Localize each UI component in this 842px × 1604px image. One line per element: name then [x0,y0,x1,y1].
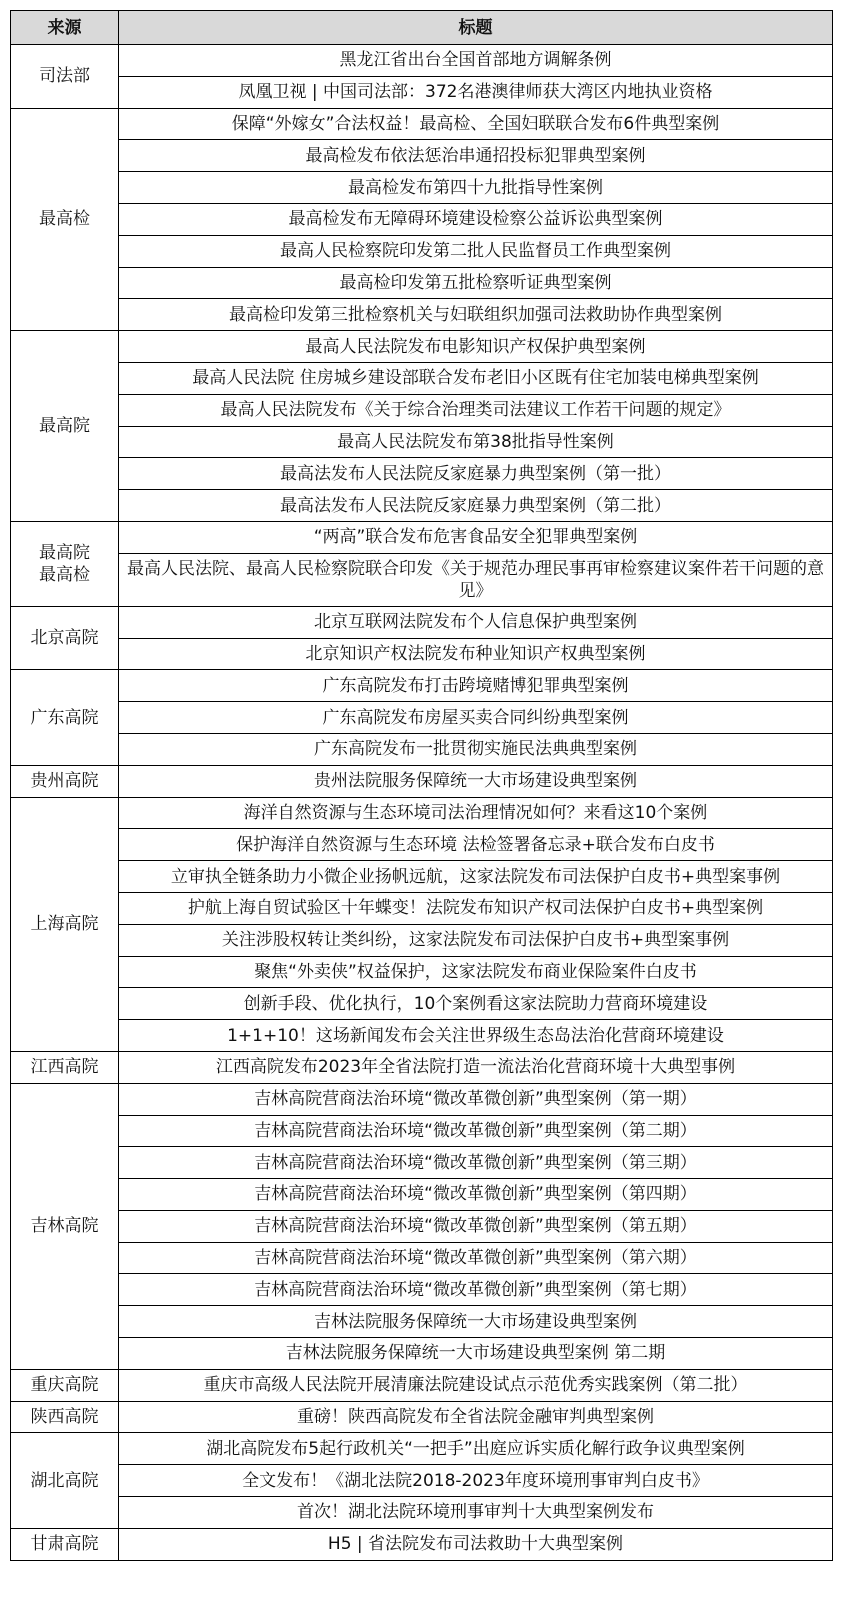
table-row [11,670,833,702]
title-cell: 最高检发布无障碍环境建设检察公益诉讼典型案例 [119,203,833,235]
title-cell: 聚焦“外卖侠”权益保护，这家法院发布商业保险案件白皮书 [119,956,833,988]
title-cell: 凤凰卫视 | 中国司法部：372名港澳律师获大湾区内地执业资格 [119,76,833,108]
table-row [11,606,833,638]
table-row [11,490,833,522]
source-label: 广东高院 [30,707,99,728]
table-row [11,702,833,734]
table-row [11,362,833,394]
title-cell: H5 | 省法院发布司法救助十大典型案例 [119,1528,833,1560]
source-cell [11,1083,119,1369]
source-cell [11,521,119,606]
source-cell [11,1528,119,1560]
title-cell: 重庆市高级人民法院开展清廉法院建设试点示范优秀实践案例（第二批） [119,1369,833,1401]
title-cell: 最高人民法院 住房城乡建设部联合发布老旧小区既有住宅加装电梯典型案例 [119,362,833,394]
title-cell: 黑龙江省出台全国首部地方调解条例 [119,45,833,77]
source-label: 甘肃高院 [30,1534,99,1555]
table-row [11,235,833,267]
title-cell: 吉林高院营商法治环境“微改革微创新”典型案例（第五期） [119,1210,833,1242]
title-cell: 重磅！陕西高院发布全省法院金融审判典型案例 [119,1401,833,1433]
title-cell: 北京互联网法院发布个人信息保护典型案例 [119,606,833,638]
source-label: 湖北高院 [30,1470,99,1491]
title-cell: 首次！湖北法院环境刑事审判十大典型案例发布 [119,1497,833,1529]
table-row [11,892,833,924]
table-row [11,267,833,299]
title-cell: 吉林高院营商法治环境“微改革微创新”典型案例（第一期） [119,1083,833,1115]
source-cell [11,108,119,331]
title-cell: 吉林高院营商法治环境“微改革微创新”典型案例（第二期） [119,1115,833,1147]
table-row [11,797,833,829]
table-row [11,733,833,765]
table-row [11,426,833,458]
source-cell [11,765,119,797]
title-cell: 全文发布！《湖北法院2018-2023年度环境刑事审判白皮书》 [119,1465,833,1497]
title-cell: 最高检发布第四十九批指导性案例 [119,172,833,204]
header-source: 来源 [11,11,119,45]
source-label: 最高院 [39,416,90,437]
title-cell: 关注涉股权转让类纠纷，这家法院发布司法保护白皮书+典型案事例 [119,924,833,956]
title-cell: 江西高院发布2023年全省法院打造一流法治化营商环境十大典型事例 [119,1051,833,1083]
table-row [11,299,833,331]
source-label: 贵州高院 [30,771,99,792]
source-label: 重庆高院 [30,1375,99,1396]
source-cell [11,331,119,522]
source-label: 最高院 [39,542,90,563]
title-cell: 广东高院发布打击跨境赌博犯罪典型案例 [119,670,833,702]
source-cell [11,1433,119,1528]
source-label: 上海高院 [30,914,99,935]
table-row [11,521,833,553]
table-row [11,394,833,426]
table-row [11,1433,833,1465]
title-cell: “两高”联合发布危害食品安全犯罪典型案例 [119,521,833,553]
source-label: 司法部 [39,66,90,87]
title-cell: 吉林高院营商法治环境“微改革微创新”典型案例（第七期） [119,1274,833,1306]
title-cell: 立审执全链条助力小微企业扬帆远航，这家法院发布司法保护白皮书+典型案事例 [119,861,833,893]
source-label: 北京高院 [30,628,99,649]
source-label: 最高检 [39,564,90,585]
title-cell: 最高检印发第三批检察机关与妇联组织加强司法救助协作典型案例 [119,299,833,331]
source-cell [11,45,119,109]
table-header-row [11,11,833,45]
title-cell: 广东高院发布一批贯彻实施民法典典型案例 [119,733,833,765]
title-cell: 最高人民法院、最高人民检察院联合印发《关于规范办理民事再审检察建议案件若干问题的意见》 [119,553,833,606]
table-row [11,1115,833,1147]
table-row [11,45,833,77]
table-row [11,203,833,235]
title-cell: 湖北高院发布5起行政机关“一把手”出庭应诉实质化解行政争议典型案例 [119,1433,833,1465]
table-row [11,1051,833,1083]
title-cell: 贵州法院服务保障统一大市场建设典型案例 [119,765,833,797]
table-row [11,1306,833,1338]
table-row [11,1274,833,1306]
table-row [11,458,833,490]
source-label: 陕西高院 [30,1407,99,1428]
table-row [11,1147,833,1179]
table-row [11,924,833,956]
source-cell [11,1051,119,1083]
title-cell: 海洋自然资源与生态环境司法治理情况如何？来看这10个案例 [119,797,833,829]
table-row [11,1528,833,1560]
title-cell: 北京知识产权法院发布种业知识产权典型案例 [119,638,833,670]
table-row [11,861,833,893]
table-row [11,1338,833,1370]
table-row [11,765,833,797]
table-row [11,553,833,606]
title-cell: 吉林高院营商法治环境“微改革微创新”典型案例（第四期） [119,1179,833,1211]
title-cell: 最高人民法院发布电影知识产权保护典型案例 [119,331,833,363]
source-cell [11,670,119,765]
title-cell: 吉林法院服务保障统一大市场建设典型案例 [119,1306,833,1338]
title-cell: 1+1+10！这场新闻发布会关注世界级生态岛法治化营商环境建设 [119,1020,833,1052]
table-row [11,1497,833,1529]
title-cell: 最高检印发第五批检察听证典型案例 [119,267,833,299]
title-cell: 保障“外嫁女”合法权益！最高检、全国妇联联合发布6件典型案例 [119,108,833,140]
table-row [11,638,833,670]
table-row [11,1242,833,1274]
table-row [11,172,833,204]
source-cell [11,1401,119,1433]
table-row [11,829,833,861]
title-cell: 最高人民检察院印发第二批人民监督员工作典型案例 [119,235,833,267]
table-row [11,988,833,1020]
source-label: 吉林高院 [30,1216,99,1237]
table-row [11,1083,833,1115]
title-cell: 吉林高院营商法治环境“微改革微创新”典型案例（第六期） [119,1242,833,1274]
table-row [11,1179,833,1211]
table-row [11,1210,833,1242]
title-cell: 护航上海自贸试验区十年蝶变！法院发布知识产权司法保护白皮书+典型案例 [119,892,833,924]
table-row [11,140,833,172]
source-label: 最高检 [39,209,90,230]
table-row [11,1369,833,1401]
table-row [11,1401,833,1433]
title-cell: 创新手段、优化执行，10个案例看这家法院助力营商环境建设 [119,988,833,1020]
source-cell [11,606,119,670]
table-row [11,1020,833,1052]
title-cell: 最高法发布人民法院反家庭暴力典型案例（第一批） [119,458,833,490]
source-label: 江西高院 [30,1057,99,1078]
title-cell: 最高人民法院发布《关于综合治理类司法建议工作若干问题的规定》 [119,394,833,426]
table-row [11,76,833,108]
table-row [11,331,833,363]
table-row [11,108,833,140]
source-cell [11,797,119,1051]
title-cell: 广东高院发布房屋买卖合同纠纷典型案例 [119,702,833,734]
news-table [10,10,833,1561]
title-cell: 最高检发布依法惩治串通招投标犯罪典型案例 [119,140,833,172]
table-body [11,45,833,1561]
table-row [11,956,833,988]
title-cell: 最高人民法院发布第38批指导性案例 [119,426,833,458]
header-title: 标题 [119,11,833,45]
title-cell: 最高法发布人民法院反家庭暴力典型案例（第二批） [119,490,833,522]
title-cell: 吉林法院服务保障统一大市场建设典型案例 第二期 [119,1338,833,1370]
source-cell [11,1369,119,1401]
title-cell: 吉林高院营商法治环境“微改革微创新”典型案例（第三期） [119,1147,833,1179]
title-cell: 保护海洋自然资源与生态环境 法检签署备忘录+联合发布白皮书 [119,829,833,861]
table-row [11,1465,833,1497]
